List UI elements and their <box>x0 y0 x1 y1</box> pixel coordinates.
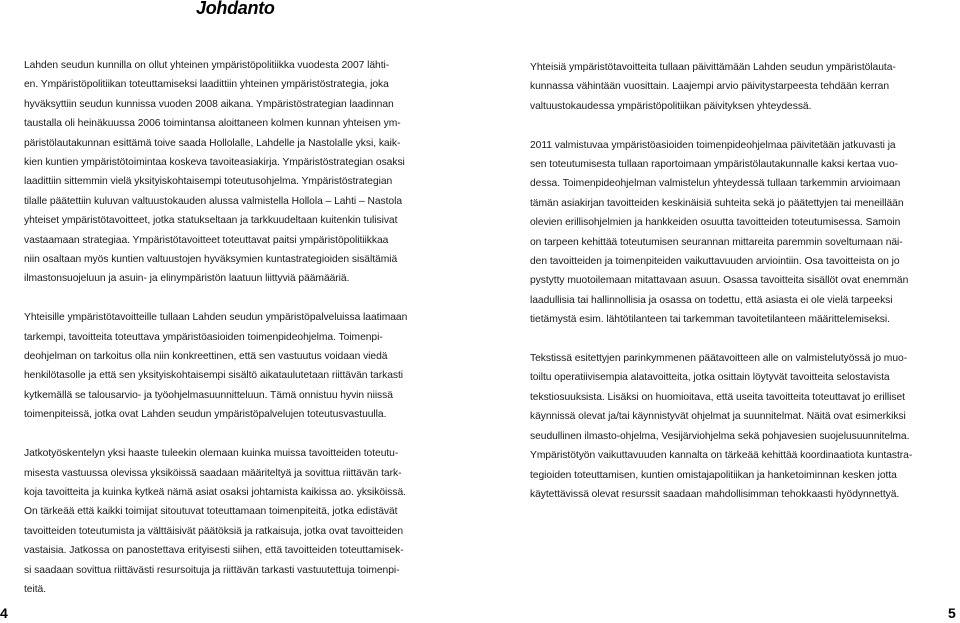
text-line: koja tavoitteita ja kuinka kytkeä nämä asiat osaksi johtamista kaikissa ao. yksiköissä. <box>24 486 406 498</box>
text-line: laadittiin sittemmin vielä yksityiskohtaisempi toteutusohjelma. Ympäristöstrategian <box>24 176 393 188</box>
text-line: vastaisia. Jatkossa on panostettava erityisesti siihen, että tavoitteiden toteuttamisek- <box>24 545 404 557</box>
text-line: taustalla oli heinäkuussa 2006 toimintansa aloittaneen kolmen kunnan yhteisen ym- <box>24 118 401 130</box>
text-line: ilmastonsuojeluun ja asuin- ja elinympäristön laatuun liittyviä päämääriä. <box>24 273 350 285</box>
text-line: valtuustokaudessa ympäristöpolitiikan päivityksen yhteydessä. <box>530 100 812 112</box>
text-line: tarkempi, tavoitteita toteuttava ympäristöasioiden toimenpideohjelma. Toimenpi- <box>24 331 383 343</box>
text-line: henkilötasolle ja että sen yksityiskohtaisempi sisältö aikataulutetaan riittävän tarkasti <box>24 370 404 382</box>
text-line: Ympäristötyön vaikuttavuuden kannalta on tärkeää kehittää koordinaatiota kuntastra- <box>530 450 913 462</box>
text-line: hyväksyttiin seudun kunnissa vuoden 2008 aikana. Ympäristöstrategian laadinnan <box>24 98 394 110</box>
text-line: laadullisia tai hallinnollisia ja osassa on todettu, että asiasta ei ole vielä tarpeeksi <box>530 294 893 306</box>
text-line: on tarpeen kehittää toteutumisen seurannan mittareita paremmin soveltumaan näi- <box>530 236 903 248</box>
page-number-right: 5 <box>948 605 956 621</box>
text-line: seudullinen ilmasto-ohjelma, Vesijärviohjelma sekä pohjavesien suojelusuunnitelma. <box>530 430 910 442</box>
right-column <box>530 58 950 504</box>
text-line: deohjelman on tarkoitus olla niin konkreettinen, että sen vastuutus voidaan viedä <box>24 351 388 363</box>
text-line: tilalle päätettiin kuluvan valtuustokauden alussa valmistella Hollola – Lahti – Nastola <box>24 195 403 207</box>
paragraph <box>530 136 950 330</box>
text-line: tegioiden toteuttamisen, kuntien omistajapolitiikan ja hanketoiminnan kesken jotta <box>530 469 897 481</box>
text-line: dessa. Toimenpideohjelman valmistelun yhteydessä tullaan tarkemmin arvioimaan <box>530 178 901 190</box>
text-line: toimenpiteissä, jotka ovat Lahden seudun ympäristöpalvelujen toteutusvastuulla. <box>24 409 387 421</box>
text-line: yhteiset ympäristötavoitteet, jotka statukseltaan ja tarkkuudeltaan kuitenkin tulisivat <box>24 215 398 227</box>
text-line: pystytty muotoilemaan mitattavaan asuun. Osassa tavoitteita sisällöt ovat enemmän <box>530 275 909 287</box>
text-line: käytettävissä olevat resurssit saadaan mahdollisimman tehokkaasti hyödynnettyä. <box>530 488 900 500</box>
text-line: Yhteisille ympäristötavoitteille tullaan Lahden seudun ympäristöpalveluissa laatimaan <box>24 312 408 324</box>
page-number-left: 4 <box>0 605 8 621</box>
text-line: misesta vastuussa olevissa yksiköissä saadaan määriteltyä ja sovittua riittävän tark- <box>24 467 402 479</box>
text-line: Lahden seudun kunnilla on ollut yhteinen ympäristöpolitiikka vuodesta 2007 lähti- <box>24 60 390 71</box>
text-line: Tekstissä esitettyjen parinkymmenen päätavoitteen alle on valmistelutyössä jo muo- <box>530 353 908 365</box>
paragraph <box>530 58 950 116</box>
text-line: kunnassa vähintään vuosittain. Laajempi arvio päivitystarpeesta tehdään kerran <box>530 81 890 93</box>
left-column <box>24 56 434 599</box>
text-line: Jatkotyöskentelyn yksi haaste tuleekin olemaan kuinka muissa tavoitteiden toteutu- <box>24 448 399 460</box>
text-line: si saadaan sovittua riittävästi resursoituja ja riittävän tarkasti vastuutettuja toimenpi- <box>24 564 400 576</box>
paragraph <box>530 349 950 504</box>
text-line: Yhteisiä ympäristötavoitteita tullaan päivittämään Lahden seudun ympäristölauta- <box>530 62 896 73</box>
text-line: kytkemällä se talousarvio- ja työohjelmasuunnitteluun. Tämä onnistuu hyvin niissä <box>24 389 393 401</box>
text-line: niin osaltaan myös kuntien valtuustojen hyväksymien kuntastrategioiden sisältämiä <box>24 254 398 266</box>
text-line: kien kuntien ympäristötoimintaa koskeva tavoiteasiakirja. Ympäristöstrategian osaksi <box>24 157 405 169</box>
text-line: toiltu operatiivisempia alatavoitteita, jotka osittain löytyvät tavoitteita selostavista <box>530 372 890 384</box>
text-line: käynnissä olevat ja/tai käynnistyvät ohjelmat ja suunnitelmat. Näitä ovat esimerkiksi <box>530 411 906 423</box>
text-line: den tavoitteiden ja toimenpiteiden vaikuttavuuden arviointiin. Osa tavoitteista on jo <box>530 256 900 268</box>
text-line: On tärkeää että kaikki toimijat sitoutuvat toteuttamaan toimenpiteitä, jotka edistävät <box>24 506 398 518</box>
text-line: en. Ympäristöpolitiikan toteuttamiseksi laadittiin yhteinen ympäristöstrategia, joka <box>24 79 389 91</box>
paragraph <box>24 308 434 424</box>
text-line: teitä. <box>24 583 47 595</box>
text-line: tavoitteiden toteutumista ja välttäisivät päätöksiä ja ratkaisuja, jotka ovat tavoitteiden <box>24 525 403 537</box>
text-line: vastaamaan strategiaa. Ympäristötavoitteet toteuttavat paitsi ympäristöpolitiikkaa <box>24 234 389 246</box>
text-line: 2011 valmistuvaa ympäristöasioiden toimenpideohjelmaa päivitetään jatkuvasti ja <box>530 139 896 151</box>
text-line: tekstiosuuksista. Lisäksi on huomioitava, että useita tavoitteita toteuttavat jo erilliset <box>530 391 905 403</box>
page-title: Johdanto <box>196 0 275 18</box>
text-line: päristölautakunnan esittämä toive saada Hollolalle, Lahdelle ja Nastolalle yksi, kaik- <box>24 137 401 149</box>
paragraph <box>24 56 434 289</box>
text-line: olevien erillisohjelmien ja hankkeiden osuutta tavoitteiden toteutumisessa. Samoin <box>530 217 901 229</box>
text-line: sen toteutumisesta tullaan raportoimaan ympäristölautakunnalle kaksi kertaa vuo- <box>530 159 899 171</box>
text-line: tietämystä esim. lähtötilanteen tai tarkemman tavoitetilanteen määrittelemiseksi. <box>530 314 890 326</box>
paragraph <box>24 444 434 599</box>
text-line: tämän asiakirjan tavoitteiden keskinäisiä suhteita sekä jo päätettyjen tai meneillään <box>530 197 904 209</box>
